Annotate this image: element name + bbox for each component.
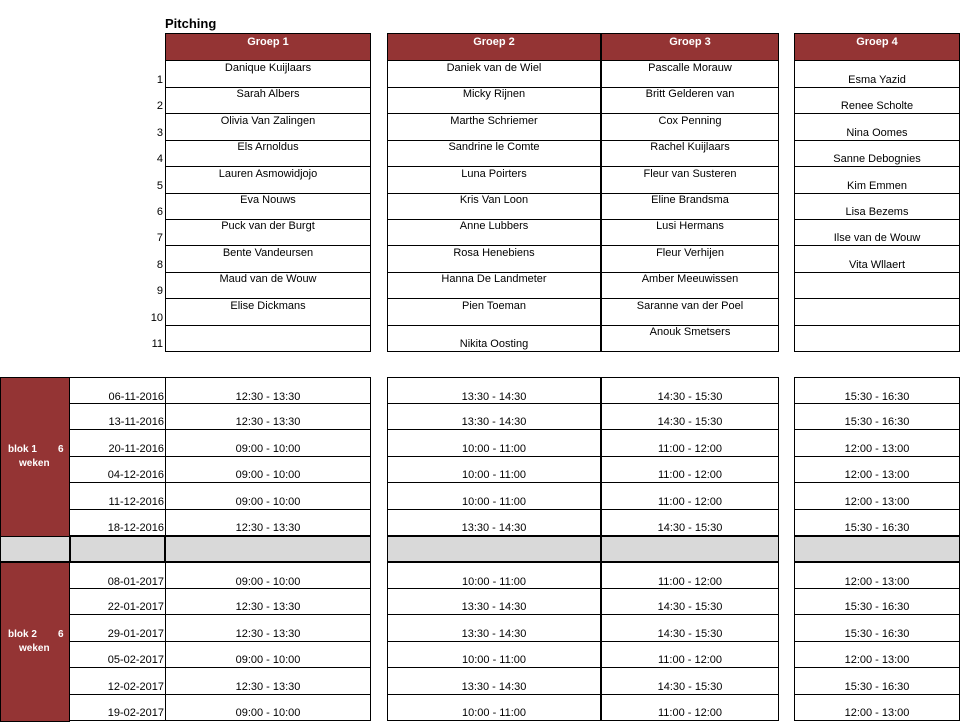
schedule-time-slot: 12:00 - 13:00 bbox=[794, 694, 960, 721]
block-label-cell bbox=[0, 562, 70, 722]
schedule-time-slot: 10:00 - 11:00 bbox=[387, 641, 601, 668]
roster-cell: Kim Emmen bbox=[794, 167, 960, 194]
block-label-cell bbox=[0, 377, 70, 537]
schedule-date: 08-01-2017 bbox=[70, 562, 165, 589]
schedule-time-slot: 12:00 - 13:00 bbox=[794, 456, 960, 483]
block-week-count: 6 bbox=[58, 629, 64, 640]
row-number: 7 bbox=[156, 232, 163, 245]
schedule-date: 22-01-2017 bbox=[70, 588, 165, 615]
roster-cell: Cox Penning bbox=[601, 114, 779, 141]
schedule-time-slot: 11:00 - 12:00 bbox=[601, 562, 779, 589]
schedule-time-slot: 10:00 - 11:00 bbox=[387, 483, 601, 510]
schedule-time-slot: 09:00 - 10:00 bbox=[165, 483, 371, 510]
roster-cell: Pascalle Morauw bbox=[601, 61, 779, 88]
schedule-date: 20-11-2016 bbox=[70, 430, 165, 457]
roster-cell: Eline Brandsma bbox=[601, 193, 779, 220]
row-number: 1 bbox=[156, 74, 163, 86]
roster-cell: Kris Van Loon bbox=[387, 193, 601, 220]
group-header: Groep 2 bbox=[387, 33, 601, 61]
separator-row-cell bbox=[794, 536, 960, 562]
group-header: Groep 4 bbox=[794, 33, 960, 61]
schedule-time-slot: 13:30 - 14:30 bbox=[387, 668, 601, 695]
roster-cell: Puck van der Burgt bbox=[165, 219, 371, 246]
schedule-time-slot: 15:30 - 16:30 bbox=[794, 509, 960, 536]
separator-row-cell bbox=[387, 536, 601, 562]
block-week-unit: weken bbox=[19, 643, 50, 654]
block-week-unit: weken bbox=[19, 458, 50, 469]
schedule-time-slot: 11:00 - 12:00 bbox=[601, 641, 779, 668]
schedule-time-slot: 14:30 - 15:30 bbox=[601, 403, 779, 430]
roster-cell bbox=[794, 299, 960, 326]
row-number: 4 bbox=[156, 153, 163, 166]
row-number: 2 bbox=[156, 100, 163, 113]
schedule-time-slot: 12:00 - 13:00 bbox=[794, 483, 960, 510]
group-header: Groep 3 bbox=[601, 33, 779, 61]
roster-cell: Maud van de Wouw bbox=[165, 272, 371, 299]
schedule-time-slot: 10:00 - 11:00 bbox=[387, 562, 601, 589]
block-label: blok 2 bbox=[8, 629, 37, 640]
schedule-date: 06-11-2016 bbox=[70, 377, 165, 404]
schedule-time-slot: 12:30 - 13:30 bbox=[165, 403, 371, 430]
schedule-time-slot: 15:30 - 16:30 bbox=[794, 615, 960, 642]
roster-cell: Luna Poirters bbox=[387, 167, 601, 194]
schedule-time-slot: 14:30 - 15:30 bbox=[601, 509, 779, 536]
schedule-time-slot: 12:30 - 13:30 bbox=[165, 588, 371, 615]
roster-cell: Olivia Van Zalingen bbox=[165, 114, 371, 141]
row-number: 6 bbox=[156, 206, 163, 218]
roster-cell bbox=[794, 325, 960, 352]
schedule-time-slot: 10:00 - 11:00 bbox=[387, 430, 601, 457]
roster-cell: Elise Dickmans bbox=[165, 299, 371, 326]
roster-cell: Lisa Bezems bbox=[794, 193, 960, 220]
roster-cell bbox=[165, 325, 371, 352]
schedule-time-slot: 11:00 - 12:00 bbox=[601, 483, 779, 510]
schedule-time-slot: 12:30 - 13:30 bbox=[165, 509, 371, 536]
roster-cell: Els Arnoldus bbox=[165, 140, 371, 167]
roster-cell: Amber Meeuwissen bbox=[601, 272, 779, 299]
roster-cell: Sandrine le Comte bbox=[387, 140, 601, 167]
roster-cell: Nina Oomes bbox=[794, 114, 960, 141]
schedule-time-slot: 10:00 - 11:00 bbox=[387, 456, 601, 483]
roster-cell: Hanna De Landmeter bbox=[387, 272, 601, 299]
schedule-time-slot: 13:30 - 14:30 bbox=[387, 615, 601, 642]
row-number: 3 bbox=[156, 126, 163, 139]
roster-cell: Rosa Henebiens bbox=[387, 246, 601, 273]
row-number: 9 bbox=[156, 285, 163, 298]
sheet-title: Pitching bbox=[165, 16, 217, 31]
separator-row-cell bbox=[601, 536, 779, 562]
schedule-time-slot: 11:00 - 12:00 bbox=[601, 456, 779, 483]
schedule-time-slot: 12:00 - 13:00 bbox=[794, 430, 960, 457]
schedule-date: 29-01-2017 bbox=[70, 615, 165, 642]
schedule-time-slot: 14:30 - 15:30 bbox=[601, 615, 779, 642]
schedule-time-slot: 12:30 - 13:30 bbox=[165, 377, 371, 404]
schedule-date: 04-12-2016 bbox=[70, 456, 165, 483]
roster-cell: Vita Wllaert bbox=[794, 246, 960, 273]
roster-cell: Nikita Oosting bbox=[387, 325, 601, 352]
schedule-time-slot: 12:00 - 13:00 bbox=[794, 562, 960, 589]
separator-row-label bbox=[0, 536, 70, 562]
roster-cell: Rachel Kuijlaars bbox=[601, 140, 779, 167]
schedule-time-slot: 10:00 - 11:00 bbox=[387, 694, 601, 721]
roster-cell: Anne Lubbers bbox=[387, 219, 601, 246]
roster-cell: Anouk Smetsers bbox=[601, 325, 779, 352]
schedule-time-slot: 12:30 - 13:30 bbox=[165, 668, 371, 695]
schedule-time-slot: 09:00 - 10:00 bbox=[165, 456, 371, 483]
roster-cell: Lauren Asmowidjojo bbox=[165, 167, 371, 194]
group-header: Groep 1 bbox=[165, 33, 371, 61]
separator-row-date bbox=[70, 536, 165, 562]
roster-cell: Sarah Albers bbox=[165, 87, 371, 114]
schedule-date: 12-02-2017 bbox=[70, 668, 165, 695]
schedule-time-slot: 09:00 - 10:00 bbox=[165, 694, 371, 721]
roster-cell: Bente Vandeursen bbox=[165, 246, 371, 273]
roster-cell: Renee Scholte bbox=[794, 87, 960, 114]
block-week-count: 6 bbox=[58, 444, 64, 455]
schedule-time-slot: 09:00 - 10:00 bbox=[165, 641, 371, 668]
schedule-date: 13-11-2016 bbox=[70, 403, 165, 430]
roster-cell: Saranne van der Poel bbox=[601, 299, 779, 326]
schedule-date: 05-02-2017 bbox=[70, 641, 165, 668]
schedule-date: 11-12-2016 bbox=[70, 483, 165, 510]
roster-cell bbox=[794, 272, 960, 299]
schedule-date: 18-12-2016 bbox=[70, 509, 165, 536]
roster-cell: Britt Gelderen van bbox=[601, 87, 779, 114]
schedule-time-slot: 09:00 - 10:00 bbox=[165, 430, 371, 457]
schedule-time-slot: 09:00 - 10:00 bbox=[165, 562, 371, 589]
roster-cell: Sanne Debognies bbox=[794, 140, 960, 167]
roster-cell: Pien Toeman bbox=[387, 299, 601, 326]
roster-cell: Lusi Hermans bbox=[601, 219, 779, 246]
schedule-time-slot: 14:30 - 15:30 bbox=[601, 377, 779, 404]
schedule-time-slot: 13:30 - 14:30 bbox=[387, 588, 601, 615]
schedule-date: 19-02-2017 bbox=[70, 694, 165, 721]
block-label: blok 1 bbox=[8, 444, 37, 455]
row-number: 5 bbox=[156, 179, 163, 192]
schedule-time-slot: 15:30 - 16:30 bbox=[794, 403, 960, 430]
schedule-time-slot: 14:30 - 15:30 bbox=[601, 588, 779, 615]
separator-row-cell bbox=[165, 536, 371, 562]
schedule-time-slot: 15:30 - 16:30 bbox=[794, 668, 960, 695]
schedule-time-slot: 15:30 - 16:30 bbox=[794, 588, 960, 615]
schedule-time-slot: 11:00 - 12:00 bbox=[601, 430, 779, 457]
roster-cell: Esma Yazid bbox=[794, 61, 960, 88]
roster-cell: Micky Rijnen bbox=[387, 87, 601, 114]
schedule-time-slot: 12:30 - 13:30 bbox=[165, 615, 371, 642]
roster-cell: Ilse van de Wouw bbox=[794, 219, 960, 246]
row-number: 10 bbox=[150, 311, 163, 324]
schedule-time-slot: 11:00 - 12:00 bbox=[601, 694, 779, 721]
roster-cell: Daniek van de Wiel bbox=[387, 61, 601, 88]
roster-cell: Fleur Verhijen bbox=[601, 246, 779, 273]
schedule-time-slot: 13:30 - 14:30 bbox=[387, 403, 601, 430]
schedule-time-slot: 15:30 - 16:30 bbox=[794, 377, 960, 404]
schedule-time-slot: 13:30 - 14:30 bbox=[387, 509, 601, 536]
roster-cell: Fleur van Susteren bbox=[601, 167, 779, 194]
row-number: 8 bbox=[156, 258, 163, 271]
roster-cell: Marthe Schriemer bbox=[387, 114, 601, 141]
schedule-time-slot: 14:30 - 15:30 bbox=[601, 668, 779, 695]
roster-cell: Eva Nouws bbox=[165, 193, 371, 220]
schedule-time-slot: 13:30 - 14:30 bbox=[387, 377, 601, 404]
roster-cell: Danique Kuijlaars bbox=[165, 61, 371, 88]
schedule-time-slot: 12:00 - 13:00 bbox=[794, 641, 960, 668]
row-number: 11 bbox=[151, 338, 163, 350]
